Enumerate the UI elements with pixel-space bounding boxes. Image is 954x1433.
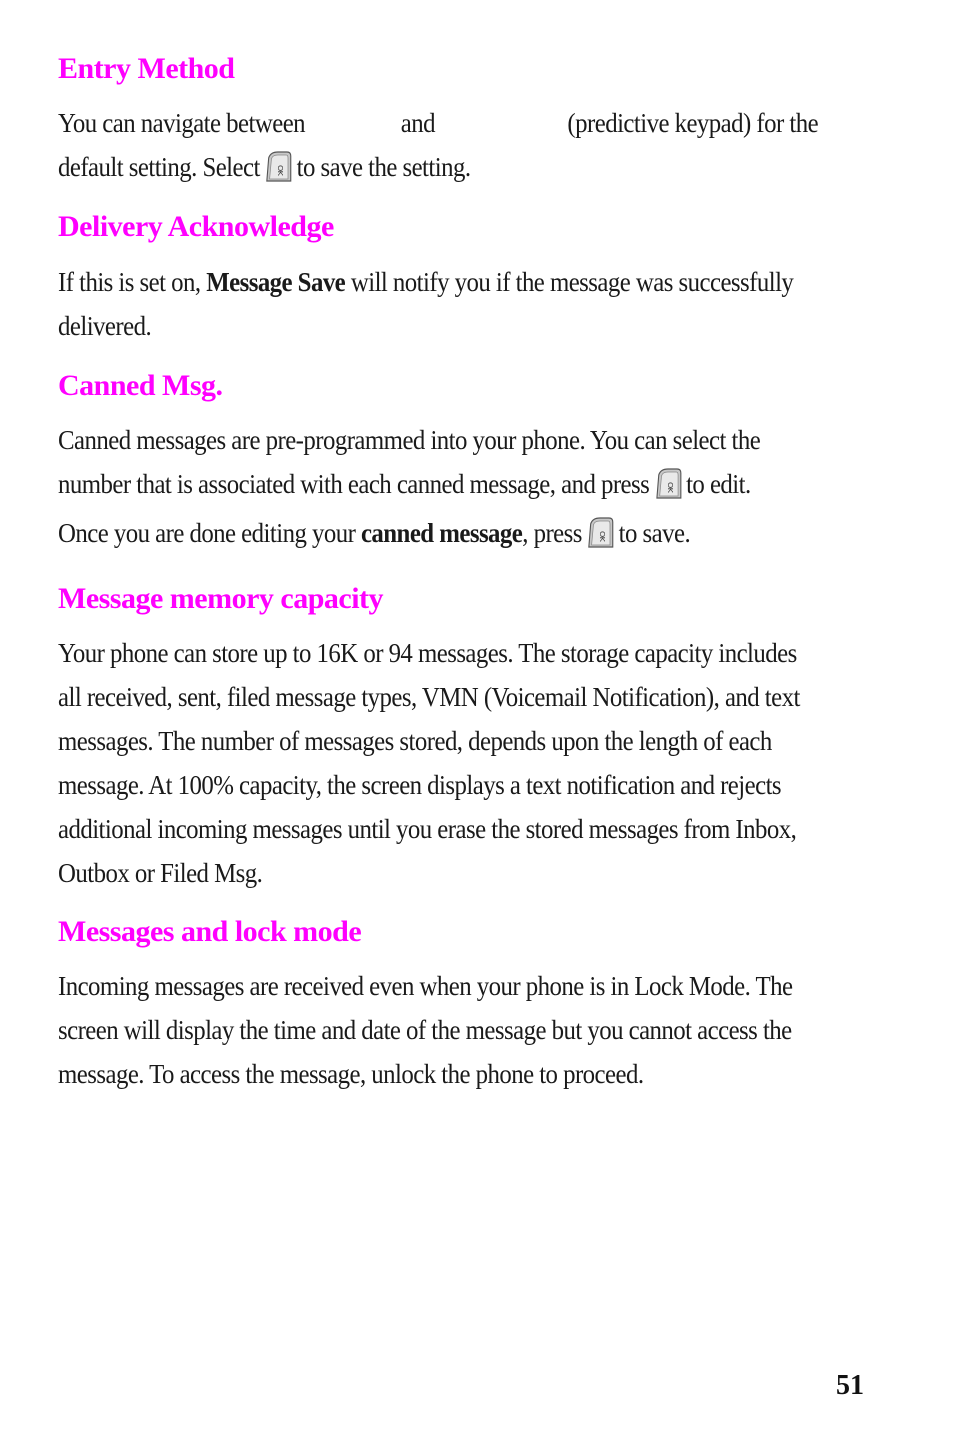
ok-softkey-icon — [586, 516, 615, 550]
entry-method-text: You can navigate between and (predictive keypad) for the default setting. Select OK to save the setting. — [58, 108, 819, 182]
ok-softkey-icon — [653, 467, 682, 501]
canned-msg-text: Canned messages are pre-programmed into your phone. You can select the number that is associated with each canned message, and press OK to edit. Once you are done editing your canned message, press OK to save. — [58, 425, 761, 548]
svg-text:OK: OK — [598, 531, 607, 542]
message-memory-capacity-text: Your phone can store up to 16K or 94 messages. The storage capacity includes all received, sent, filed message types, VMN (Voicemail Notification), and text messages. The number of messages stored, depends upon the length of each message. At 100% capacity, the screen displays a text notification and rejects additional incoming messages until you erase the stored messages from Inbox, Outbox or Filed Msg. — [58, 638, 800, 888]
messages-and-lock-mode-text: Incoming messages are received even when your phone is in Lock Mode. The screen will display the time and date of the message but you cannot access the message. To access the message, unlock the phone to proceed. — [58, 971, 793, 1089]
ok-softkey-icon — [264, 150, 293, 184]
delivery-acknowledge-text: If this is set on, Message Save will notify you if the message was successfully delivered. — [58, 267, 794, 341]
heading-canned-msg: Canned Msg. — [58, 369, 223, 402]
page-number: 51 — [836, 1370, 864, 1401]
heading-entry-method: Entry Method — [58, 52, 235, 85]
heading-messages-and-lock-mode: Messages and lock mode — [58, 915, 362, 948]
heading-message-memory-capacity: Message memory capacity — [58, 582, 384, 615]
svg-text:OK: OK — [665, 482, 675, 493]
svg-text:OK: OK — [276, 165, 285, 176]
heading-delivery-acknowledge: Delivery Acknowledge — [58, 210, 334, 243]
